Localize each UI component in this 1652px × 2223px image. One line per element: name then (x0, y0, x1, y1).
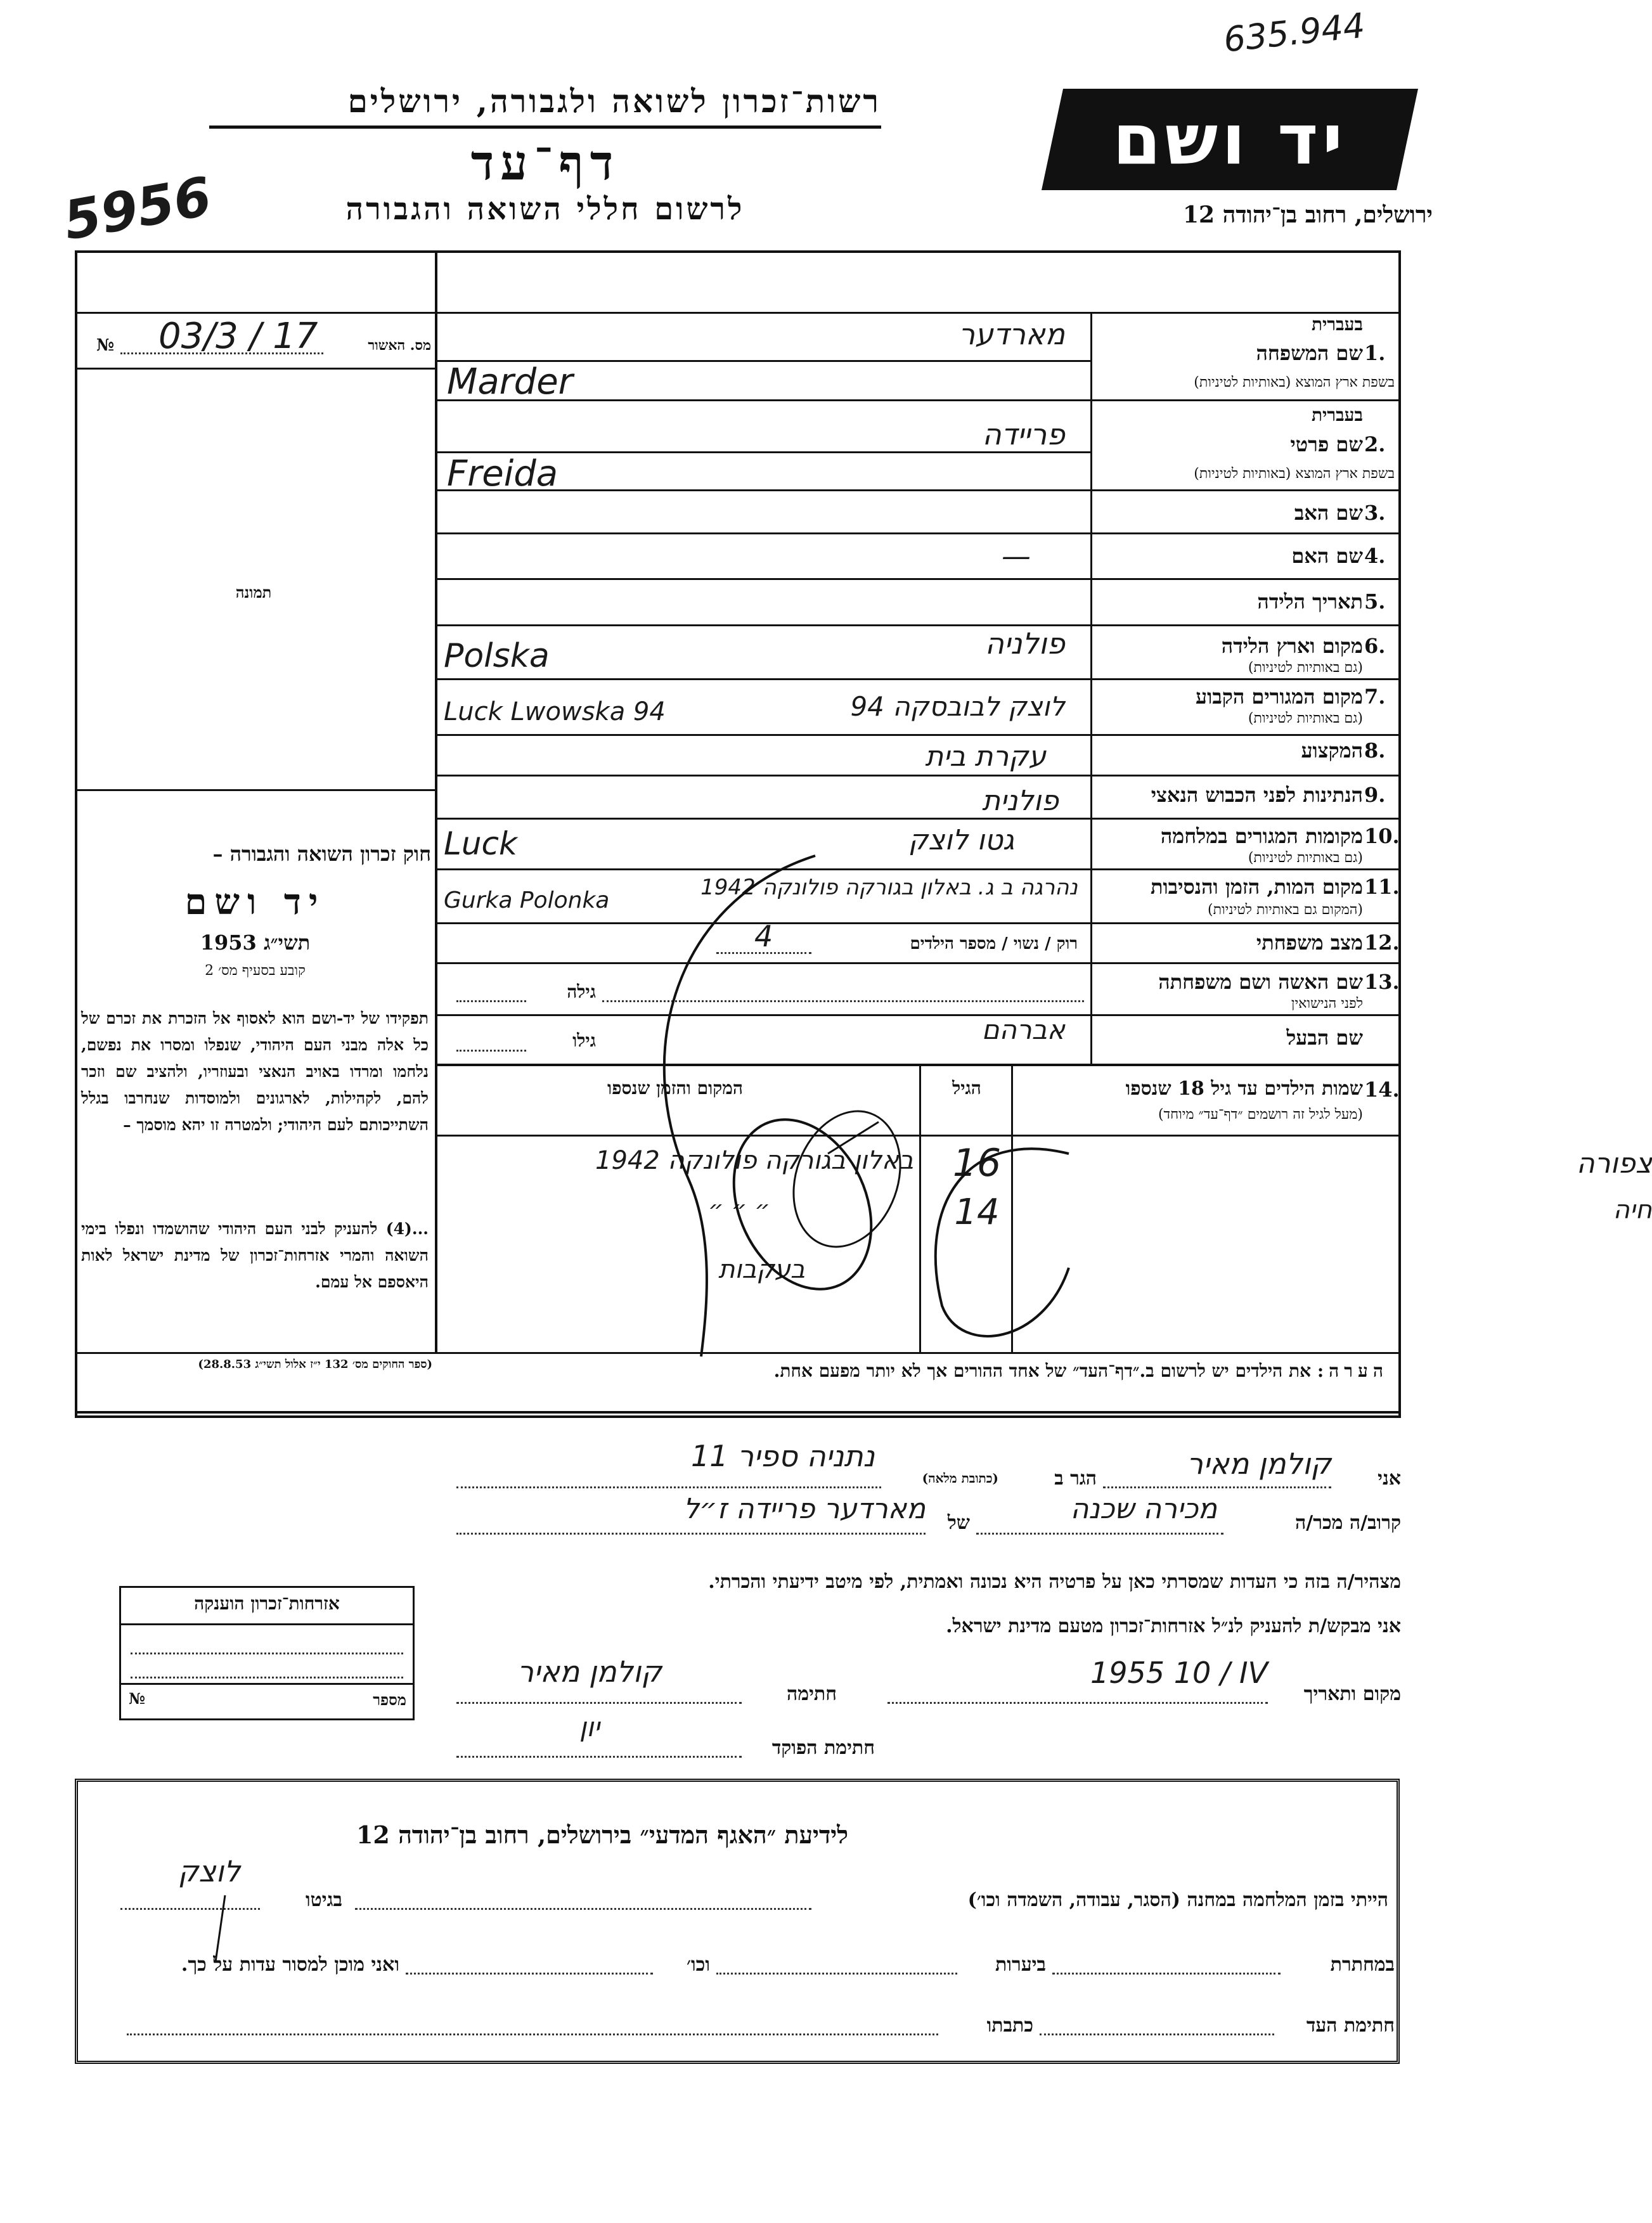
field12-value[interactable]: 4 (754, 919, 773, 953)
note (444, 1360, 1388, 1382)
handwritten-top-number: 635.944 (1222, 5, 1367, 60)
decl-relation-dots (976, 1533, 1223, 1535)
decl-officer-dots (456, 1756, 742, 1758)
field10-latin-value[interactable]: Luck (444, 825, 517, 862)
approval-no-sign: № (96, 336, 115, 355)
field4-bottom (435, 578, 1398, 580)
field10-hebrew-value[interactable]: גטו לוצק (908, 824, 1014, 856)
authority-name: רשות־זכרון לשואה ולגבורה, ירושלים (347, 82, 881, 120)
ink-loop-3 (936, 1149, 1069, 1336)
citizenship-dots-2 (131, 1677, 403, 1679)
photo-label: תמונה (235, 583, 272, 602)
field6-number: 6. (1364, 634, 1386, 658)
field6-latin-value[interactable]: Polska (444, 637, 550, 675)
bottom-etc-dots (406, 1973, 653, 1975)
field2-number: 2. (1364, 432, 1386, 456)
field6-hebrew-value[interactable]: פולניה (984, 626, 1065, 660)
decl-name-dots (1103, 1486, 1331, 1488)
field11-latin-value[interactable]: Gurka Polonka (444, 887, 610, 913)
child-2-place[interactable]: ״ ״ ״ (708, 1195, 770, 1223)
bottom-address-dots (127, 2033, 938, 2035)
field1-label: שם המשפחה (1256, 341, 1363, 365)
photo-box-bottom (75, 789, 435, 791)
bottom-ghetto-label: בגיטו (305, 1889, 342, 1911)
field5-number: 5. (1364, 590, 1386, 614)
field10-label: מקומות המגורים במלחמה (1160, 824, 1363, 848)
field13-hint: לפני הנישואין (1291, 996, 1363, 1012)
field6-bottom (435, 678, 1398, 680)
approval-label: מס. האשור (368, 337, 431, 354)
field6-hint: (גם באותיות לטיניות) (1248, 660, 1363, 676)
logo-text: יד ושם (1113, 99, 1347, 180)
bottom-hideout-label: במחתרת (1330, 1954, 1395, 1976)
field11-hint: (המקום גם באותיות לטיניות) (1208, 902, 1363, 918)
field7-bottom (435, 734, 1398, 736)
bottom-line1-label: הייתי בזמן המלחמה במחנה (הסגר, עבודה, השמדה וכו׳) (967, 1889, 1388, 1911)
law-source: (ספר החוקים מס׳ 132 י״ז אלול תשי״ג 28.8.53) (198, 1358, 432, 1371)
field8-number: 8. (1364, 738, 1386, 763)
field9-number: 9. (1364, 783, 1386, 807)
decl-signature-label: חתימה (787, 1683, 837, 1705)
field4-label: שם האם (1291, 544, 1363, 568)
handwritten-left-number: 5956 (59, 165, 216, 252)
husband-age-label: גילו (572, 1030, 596, 1051)
children-label: שמות הילדים עד גיל 18 שנספו (1125, 1078, 1363, 1100)
decl-statement-1: מצהיר/ה בזה כי העדות שמסרתי כאן על פרטיה היא נכונה ואמתית, לפי מיטב ידיעתי והכרתי. (708, 1571, 1401, 1593)
bottom-ghetto-value[interactable]: לוצק (177, 1854, 241, 1888)
decl-name-value[interactable]: קולמן מאיר (1187, 1447, 1331, 1481)
field6-label: מקום וארץ הלידה (1221, 634, 1363, 658)
decl-place-date-dots (887, 1702, 1268, 1704)
bottom-title: לידיעת ״האגף המדעי״ בירושלים, רחוב בן־יהודה 12 (356, 1820, 849, 1849)
field12-number: 12. (1364, 931, 1400, 955)
citizenship-box (119, 1586, 415, 1720)
children-place-header: המקום והזמן שנספו (607, 1078, 743, 1099)
field1-number: 1. (1364, 341, 1386, 365)
field7-hint: (גם באותיות לטיניות) (1248, 711, 1363, 726)
field3-number: 3. (1364, 501, 1386, 525)
children-margin-note: בעקבות (718, 1255, 805, 1284)
law-year: תשי״ג 1953 (200, 931, 311, 955)
law-text: תפקידו של יד-ושם הוא לאסוף אל הזכרת את זכרם של כל אלה מבני העם היהודי, שנפלו ומסרו את נפשם, נלחמו ומרדו באויב הנאצי ובעוזריו, ולהציב שם וזכר להם, לקהילות, לארגונים ולמוסדות שנחרבו בגלל השתייכותם לעם היהודי; ולמטרה זו יהא מוסמך – (81, 1009, 429, 1134)
note-text: את הילדים יש לרשום ב.״דף־העד״ של אחד ההורים אך לא יותר מפעם אחת. (773, 1360, 1312, 1381)
decl-residing-label: הגר ב (1054, 1467, 1097, 1490)
decl-signature-dots (456, 1702, 742, 1704)
child-1-place[interactable]: באלון בגורקה פולונקה 1942 (595, 1146, 913, 1175)
citizenship-dots-1 (131, 1653, 403, 1654)
field11-hebrew-value[interactable]: נהרגה ב ג. באלון בגורקה פולונקה 1942 (700, 875, 1078, 900)
field12-status-options: רוק / נשוי / מספר הילדים (910, 934, 1078, 953)
field3-label: שם האב (1294, 501, 1363, 525)
field5-label: תאריך הלידה (1257, 590, 1363, 614)
field7-label: מקום המגורים הקבוע (1196, 685, 1363, 709)
decl-relation-value[interactable]: מכירה שכנה (1070, 1493, 1217, 1525)
field2-bottom (435, 489, 1398, 491)
field8-label: המקצוע (1301, 738, 1363, 763)
husband-label: שם הבעל (1286, 1026, 1363, 1050)
children-age-header: הגיל (952, 1078, 981, 1099)
bottom-witness-dots (1040, 2033, 1274, 2035)
field12-label: מצב משפחתי (1256, 931, 1363, 955)
field7-latin-value[interactable]: Luck Lwowska 94 (444, 697, 666, 726)
decl-deceased-value[interactable]: מארדער פריידה ז״ל (683, 1493, 926, 1525)
bottom-forests-label: ביערות (995, 1954, 1046, 1976)
children-number: 14. (1364, 1078, 1400, 1102)
field9-value[interactable]: פולנית (982, 785, 1059, 817)
labels-divider (1090, 312, 1092, 1064)
frame-bottom-line (75, 1411, 1398, 1414)
field2-latin-value[interactable]: Freida (447, 453, 558, 494)
approval-number: 03/3 / 17 (158, 316, 318, 357)
field8-value[interactable]: עקרת בית (925, 740, 1046, 773)
field2-hint: בשפת ארץ המוצא (באותיות לטיניות) (1194, 466, 1395, 482)
decl-address-hint: (כתובת מלאה) (922, 1471, 998, 1486)
authority-underline (209, 126, 881, 129)
citizenship-number-line (121, 1683, 413, 1685)
decl-address-value[interactable]: נתניה ספיר 11 (690, 1439, 875, 1473)
field1-latin-value[interactable]: Marder (447, 361, 573, 403)
field10-hint: (גם באותיות לטיניות) (1248, 850, 1363, 866)
field9-bottom (435, 818, 1398, 820)
decl-i-label: אני (1378, 1467, 1401, 1490)
field7-number: 7. (1364, 685, 1386, 709)
field4-number: 4. (1364, 544, 1386, 568)
field13-label: שם האשה ושם משפחתה (1158, 970, 1363, 994)
note-label: הערה: (1317, 1360, 1388, 1381)
field2-hint-top: בעברית (1311, 404, 1363, 425)
decl-statement-2: אני מבקש/ת להעניק לנ״ל אזרחות־זכרון מטעם מדינת ישראל. (946, 1615, 1401, 1637)
bottom-hideout-dots (1052, 1973, 1281, 1975)
field1-hebrew-value[interactable]: מארדער (958, 317, 1065, 351)
child-2-name[interactable]: חיה (1613, 1195, 1652, 1225)
field3-bottom (435, 532, 1398, 534)
ink-stroke-short (828, 1122, 879, 1154)
field4-value[interactable]: — (1002, 539, 1031, 573)
bottom-line1-dots (355, 1908, 811, 1910)
decl-officer-label: חתימת הפוקד (771, 1737, 875, 1759)
child-1-name[interactable]: צפורה (1576, 1147, 1652, 1180)
bottom-etc-label: וכו׳ (687, 1954, 710, 1976)
decl-deceased-dots (456, 1533, 926, 1535)
decl-officer-value[interactable]: יון (579, 1711, 600, 1743)
law-name: יד ושם (184, 881, 326, 923)
decl-address-dots (456, 1486, 881, 1488)
husband-value[interactable]: אברהם (981, 1014, 1065, 1045)
law-title: חוק זכרון השואה והגבורה – (212, 842, 431, 866)
law-clause: קובע בסעיף מס׳ 2 (205, 963, 306, 979)
field2-label: שם פרטי (1290, 432, 1363, 456)
field7-hebrew-value[interactable]: לוצק לבובסקה 94 (850, 691, 1065, 722)
field1-hint: בשפת ארץ המוצא (באותיות לטיניות) (1194, 375, 1395, 390)
children-hint: (מעל לגיל זה רושמים ״דף־עד״ מיוחד) (1158, 1107, 1363, 1123)
decl-place-date-label: מקום ותאריך (1303, 1683, 1401, 1705)
address: ירושלים, רחוב בן־יהודה 12 (1182, 202, 1433, 228)
field2-hebrew-value[interactable]: פריידה (982, 417, 1065, 451)
bottom-forests-dots (716, 1973, 957, 1975)
citizenship-title: אזרחות־זכרון הוענקה (194, 1593, 340, 1614)
ink-scribble-overlay (435, 824, 1069, 1369)
child-2-age[interactable]: 14 (954, 1192, 1000, 1233)
citizenship-no-sign: № (129, 1689, 146, 1708)
citizenship-title-line (121, 1623, 413, 1625)
yad-vashem-logo (1042, 89, 1418, 190)
field13-age-label: גילה (567, 981, 596, 1002)
bottom-witness-label: חתימת העד (1306, 2014, 1395, 2037)
child-1-age[interactable]: 16 (952, 1141, 1002, 1185)
approval-line-bottom (75, 368, 435, 370)
bottom-ghetto-dots (120, 1908, 260, 1910)
form-subtitle: לרשום חללי השואה והגבורה (345, 191, 745, 227)
decl-relation-label: קרוב/ה מכר/ה (1295, 1512, 1401, 1534)
field10-number: 10. (1364, 824, 1400, 848)
form-title: דף־עד (470, 134, 620, 191)
ink-loop-1 (707, 1097, 898, 1311)
citizenship-number-label: מספר (373, 1691, 406, 1709)
bottom-address-label: כתבתו (986, 2014, 1033, 2037)
decl-signature-value[interactable]: קולמן מאיר (517, 1654, 662, 1689)
decl-of-label: של (947, 1512, 970, 1534)
field11-number: 11. (1364, 875, 1400, 899)
field8-bottom (435, 775, 1398, 776)
field11-label: מקום המות, הזמן והנסיבות (1150, 875, 1363, 899)
law-text-2: ...(4) להעניק לבני העם היהודי שהושמדו ונפלו בימי השואה והמרי אזרחות־זכרון של מדינת ישראל לאות היאספם אל עמם. (81, 1220, 429, 1291)
field13-number: 13. (1364, 970, 1400, 994)
decl-place-date-value[interactable]: 1955 10 / IV (1090, 1656, 1268, 1690)
field1-hint-top: בעברית (1311, 314, 1363, 335)
field1-bottom (435, 399, 1398, 401)
field9-label: הנתינות לפני הכבוש הנאצי (1151, 783, 1363, 807)
bottom-ready-text: ואני מוכן למסור עדות על כך. (181, 1954, 399, 1976)
